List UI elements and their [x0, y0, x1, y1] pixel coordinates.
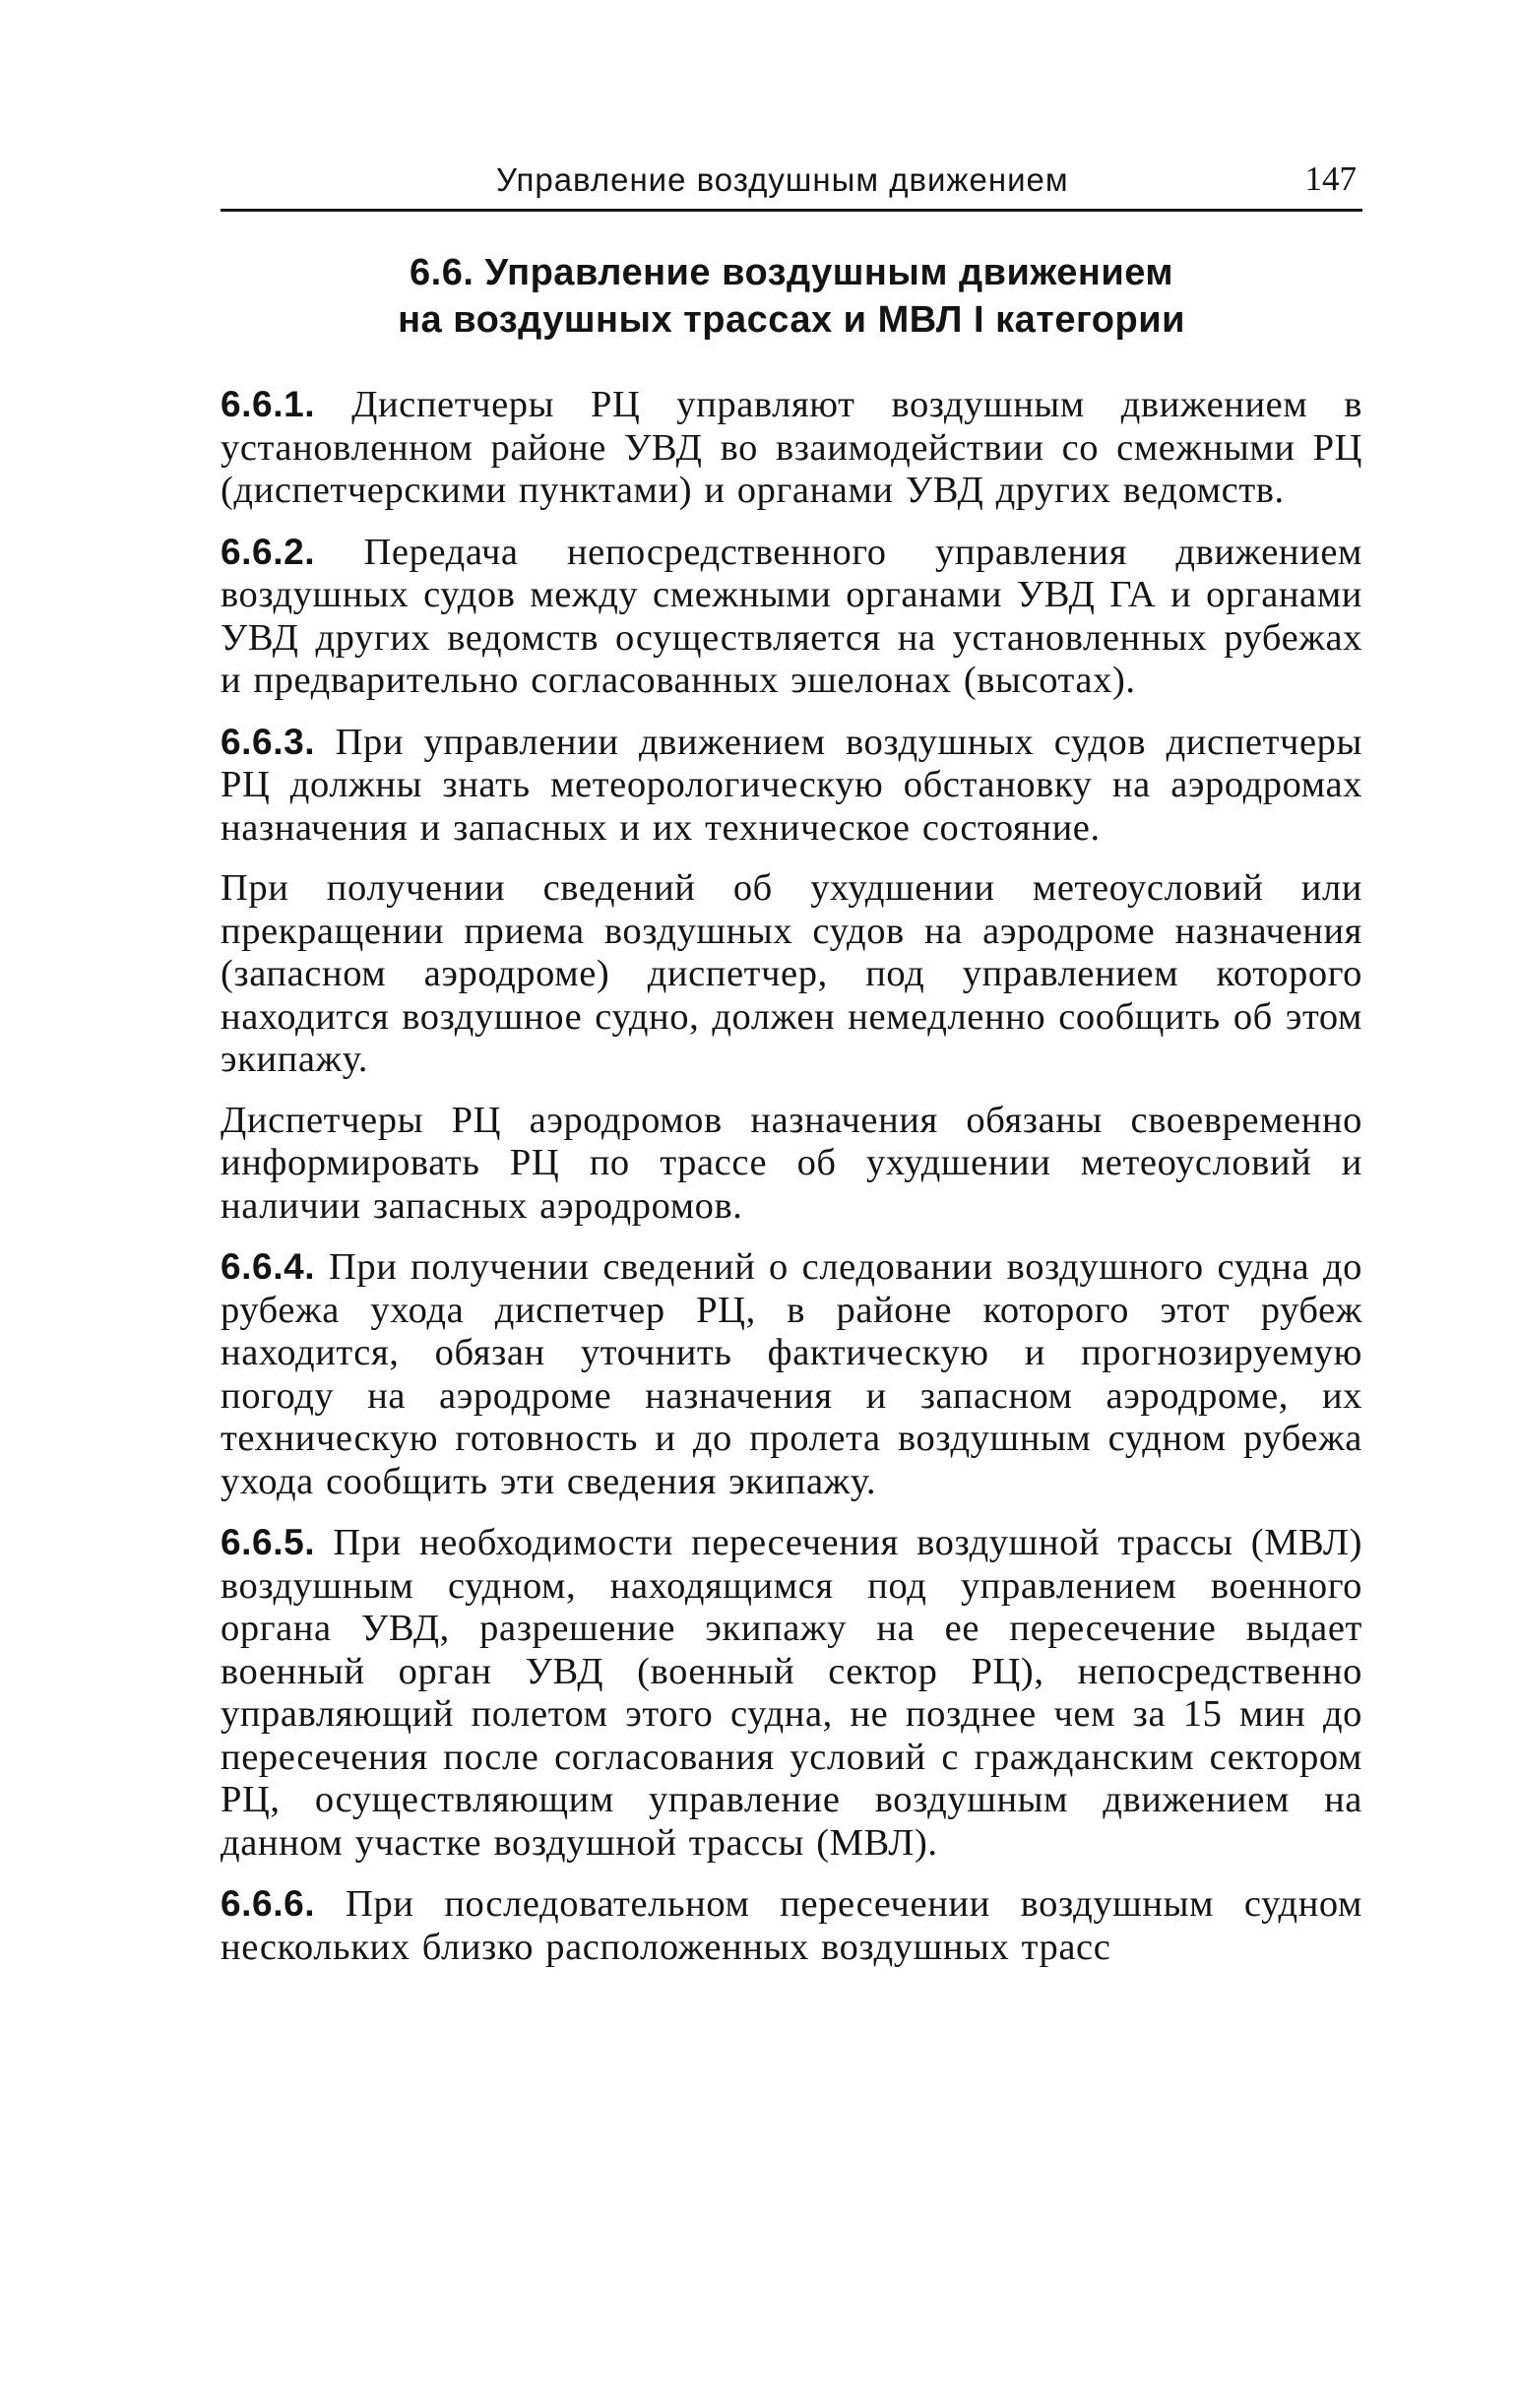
paragraph-text: При получении сведений о следовании воздушного судна до рубежа ухода диспетчер РЦ, в районе которого этот рубеж находится, обязан уточнить фактическую и прогнозируемую погоду на аэродроме назначения и запасном аэродроме, их техническую готовность и до пролета воздушным судном рубежа ухода сообщить эти сведения экипажу.	[221, 1246, 1363, 1502]
paragraph-text: При необходимости пересечения воздушной трассы (МВЛ) воздушным судном, находящимся под управлением военного органа УВД, разрешение экипажу на ее пересечение выдает военный орган УВД (военный сектор РЦ), непосредственно управляющий полетом этого судна, не позднее чем за 15 мин до пересечения после согласования условий с гражданским сектором РЦ, осуществляющим управление воздушным движением на данном участке воздушной трассы (МВЛ).	[221, 1522, 1362, 1864]
paragraph-text: При получении сведений об ухудшении метеоусловий или прекращении приема воздушных судов на аэродроме назначения (запасном аэродроме) диспетчер, под управлением которого находится воздушное судно, должен немедленно сообщить об этом экипажу.	[221, 867, 1362, 1080]
section-heading-line2: на воздушных трассах и МВЛ I категории	[398, 299, 1185, 341]
paragraph-6-6-3	[221, 721, 1362, 851]
paragraph-6-6-2	[221, 531, 1362, 703]
paragraph-number: 6.6.1.	[221, 384, 316, 424]
paragraph-number: 6.6.5.	[221, 1522, 316, 1562]
paragraph-number: 6.6.3.	[221, 721, 316, 762]
paragraph-6-6-4	[221, 1245, 1362, 1503]
paragraph-text: Диспетчеры РЦ аэродромов назначения обязаны своевременно информировать РЦ по трассе об ухудшении метеоусловий и наличии запасных аэродромов.	[221, 1099, 1362, 1227]
paragraph-6-6-1	[221, 383, 1362, 513]
paragraph-6-6-5	[221, 1521, 1362, 1865]
paragraph-6-6-6	[221, 1882, 1362, 1969]
paragraph-destination-dispatchers	[221, 1100, 1362, 1229]
paragraph-number: 6.6.2.	[221, 531, 316, 572]
body-text	[221, 383, 1362, 1969]
paragraph-meteo-worsening	[221, 867, 1362, 1082]
paragraph-text: При последовательном пересечении воздушным судном нескольких близко расположенных воздушных трасс	[221, 1883, 1362, 1968]
paragraph-text: Передача непосредственного управления движением воздушных судов между смежными органами УВД ГА и органами УВД других ведомств осуществляется на установленных рубежах и предварительно согласованных эшелонах (высотах).	[221, 531, 1362, 701]
paragraph-text: При управлении движением воздушных судов диспетчеры РЦ должны знать метеорологическую обстановку на аэродромах назначения и запасных и их техническое состояние.	[221, 721, 1362, 849]
running-head-title: Управление воздушным движением	[496, 161, 1069, 198]
section-heading	[221, 249, 1362, 344]
page-number: 147	[1304, 159, 1357, 198]
paragraph-text: Диспетчеры РЦ управляют воздушным движением в установленном районе УВД во взаимодействии со смежными РЦ (диспетчерскими пунктами) и органами УВД других ведомств.	[221, 384, 1362, 511]
paragraph-number: 6.6.6.	[221, 1883, 316, 1924]
document-page	[221, 148, 1362, 1987]
paragraph-number: 6.6.4.	[221, 1246, 316, 1287]
running-head	[221, 148, 1362, 212]
section-heading-line1: 6.6. Управление воздушным движением	[410, 252, 1173, 293]
